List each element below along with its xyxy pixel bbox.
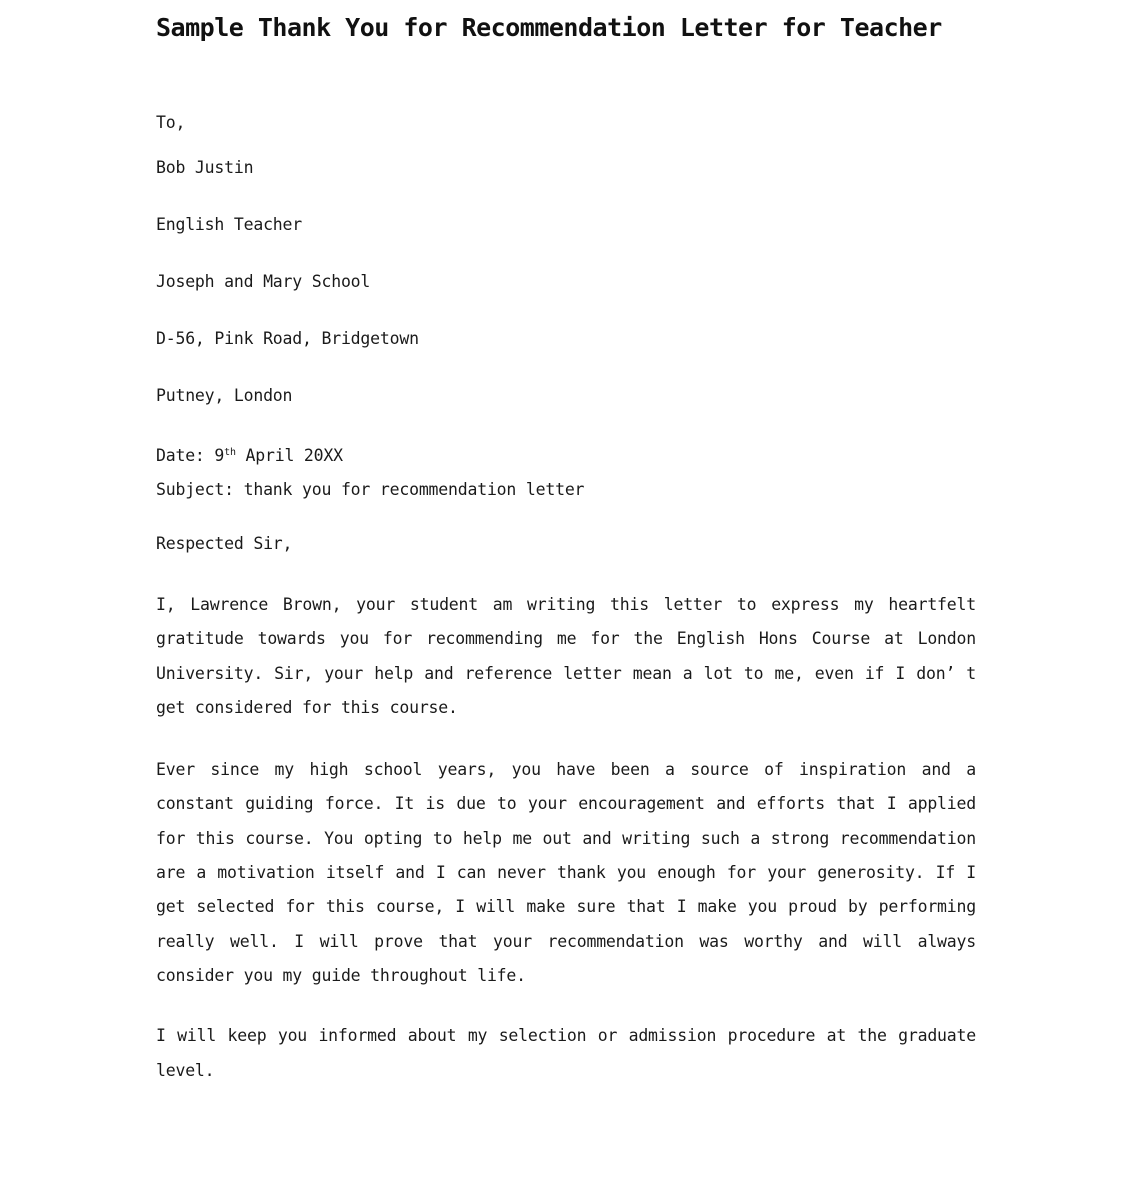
address-line-name: Bob Justin <box>156 158 254 177</box>
address-line-position: English Teacher <box>156 215 303 234</box>
body-paragraph-1: I, Lawrence Brown, your student am writing this letter to express my heartfelt gratitude towards you for recommending me for the English Hons Course at London University. Sir, your help and reference letter mean a lot to me, even if I don’ t get considered for this course. <box>156 595 976 717</box>
letter-salutation: Respected Sir, <box>156 534 293 553</box>
body-paragraph-3: I will keep you informed about my selection or admission procedure at the graduate level. <box>156 1026 976 1080</box>
body-paragraph-2: Ever since my high school years, you have been a source of inspiration and a constant guiding force. It is due to your encouragement and efforts that I applied for this course. You opting to help me out and writing such a strong recommendation are a motivation itself and I can never thank you enough for your generosity. If I get selected for this course, I will make sure that I make you proud by performing really well. I will prove that your recommendation was worthy and will always consider you my guide throughout life. <box>156 760 976 985</box>
address-line-school: Joseph and Mary School <box>156 272 371 291</box>
recipient-address <box>156 112 976 442</box>
letter-page <box>156 0 976 1088</box>
address-line-city: Putney, London <box>156 386 293 405</box>
letter-title: Sample Thank You for Recommendation Letter for Teacher <box>156 13 942 42</box>
address-line-to: To, <box>156 113 186 132</box>
date-suffix: April 20XX <box>235 446 343 465</box>
letter-date <box>156 439 976 473</box>
date-ordinal: th <box>224 447 236 458</box>
date-subject-block <box>156 439 976 507</box>
address-line-street: D-56, Pink Road, Bridgetown <box>156 329 419 348</box>
letter-subject: Subject: thank you for recommendation letter <box>156 480 585 499</box>
date-prefix: Date: 9 <box>156 446 225 465</box>
